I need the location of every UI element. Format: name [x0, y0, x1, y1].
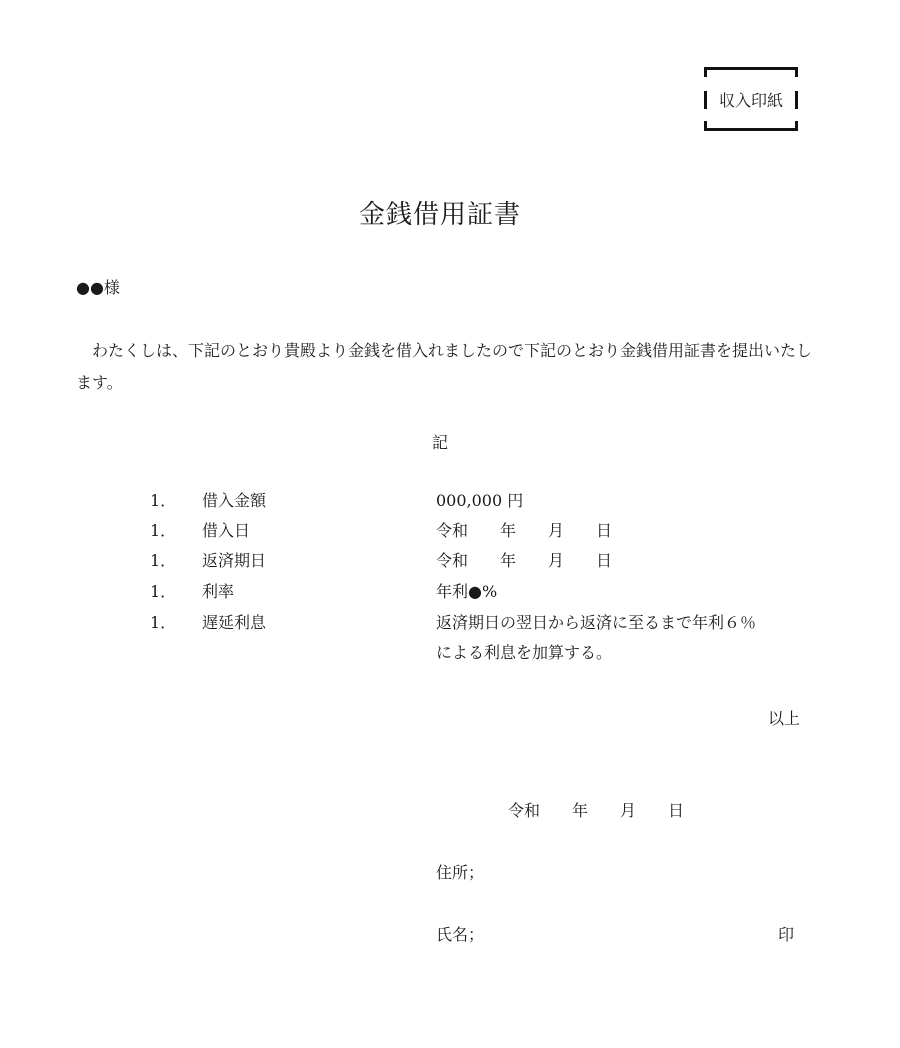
item-row-loan-date: [150, 516, 830, 546]
seal-mark: 印: [778, 925, 795, 944]
signature-date: 令和 年 月 日: [508, 801, 685, 820]
body-paragraph: わたくしは、下記のとおり貴殿より金銭を借入れましたので下記のとおり金銭借用証書を提出いたします。: [76, 341, 813, 392]
item-row-loan-amount: [150, 486, 830, 516]
item-value-continued: による利息を加算する。: [436, 643, 613, 662]
item-number: 1．: [150, 521, 177, 540]
item-value: 令和 年 月 日: [436, 521, 613, 540]
item-value: 令和 年 月 日: [436, 551, 613, 570]
item-number: 1．: [150, 613, 177, 632]
item-row-due-date: [150, 546, 830, 576]
stamp-corner: [775, 121, 798, 131]
item-label: 借入日: [202, 521, 251, 540]
document-title: 金銭借用証書: [358, 200, 521, 230]
closing-ijo: 以上: [768, 709, 801, 728]
item-row-interest-rate: [150, 577, 830, 607]
item-number: 1．: [150, 582, 177, 601]
name-label: 氏名；: [436, 925, 485, 944]
item-number: 1．: [150, 491, 177, 510]
revenue-stamp-box: [704, 67, 798, 131]
addressee: ●●様: [76, 278, 120, 297]
stamp-corner: [704, 67, 727, 77]
address-label: 住所；: [436, 863, 485, 882]
item-label: 利率: [202, 582, 235, 601]
item-value: 000,000 円: [436, 491, 524, 510]
item-label: 遅延利息: [202, 613, 267, 632]
item-number: 1．: [150, 551, 177, 570]
item-row-late-interest: [150, 608, 830, 668]
item-label: 借入金額: [202, 491, 267, 510]
stamp-corner: [775, 67, 798, 77]
item-value: 返済期日の翌日から返済に至るまで年利６％: [436, 613, 757, 632]
ki-heading: 記: [432, 433, 449, 452]
stamp-corner: [704, 121, 727, 131]
item-label: 返済期日: [202, 551, 267, 570]
stamp-label: 収入印紙: [718, 91, 783, 110]
item-value: 年利●%: [436, 582, 498, 601]
